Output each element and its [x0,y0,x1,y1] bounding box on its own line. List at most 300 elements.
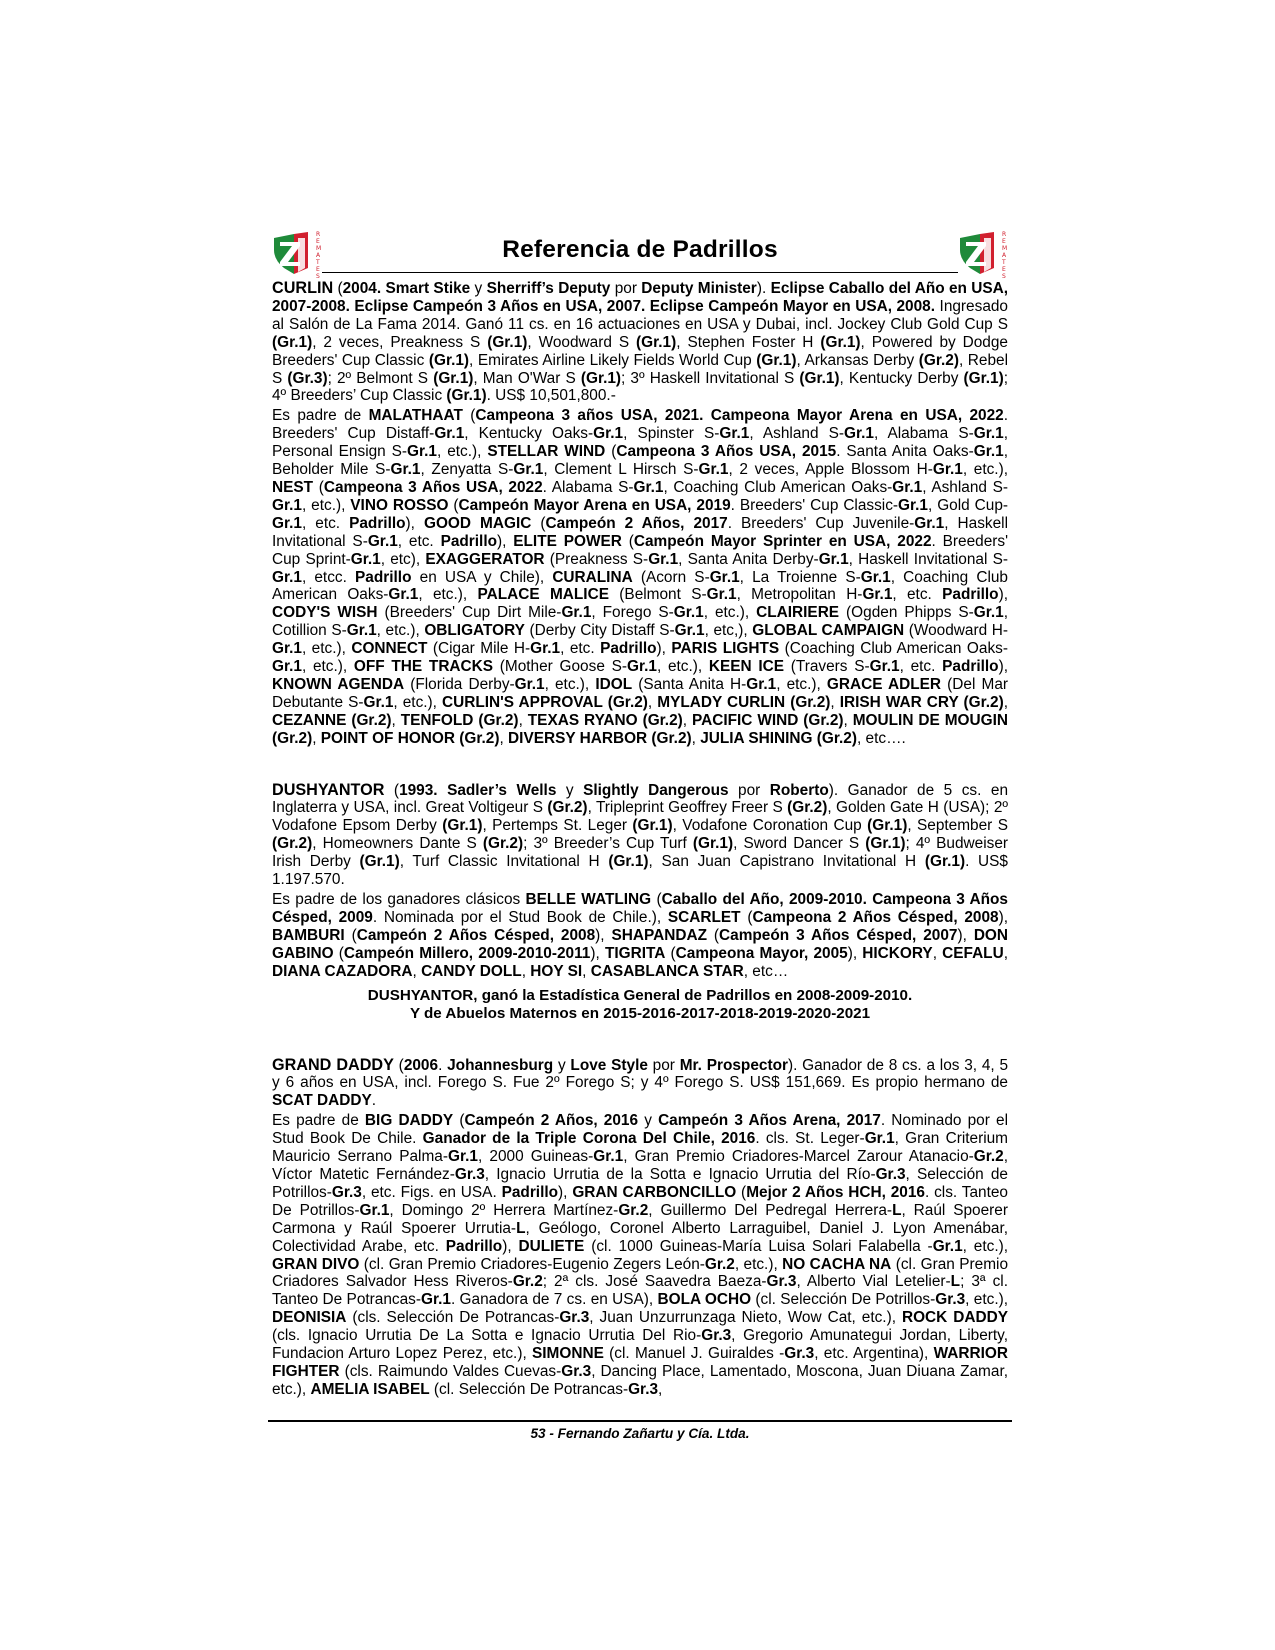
text-run: ). Ganador de 5 cs. en Inglaterra y USA, incl. Great Voltigeur S [272,781,1008,817]
bold-text: EXAGGERATOR [425,550,545,568]
bold-text: Gr.1 [272,658,302,676]
bold-text: Padrillo [440,532,498,550]
bold-text: Campeón Millero, 2009-2010-2011 [343,944,591,962]
bold-text: Campeona 3 Años USA, 2022 [323,478,543,496]
bold-text: NO CACHA NA [782,1255,892,1273]
text-run: , etc…. [856,729,906,747]
bold-text: Slightly Dangerous [583,781,729,799]
text-run: , etc.), [301,658,354,676]
bold-text: (Gr.1) [433,369,474,387]
bold-text: Gr.1 [390,461,421,479]
text-run: ( [344,926,357,944]
svg-text:A: A [1002,252,1007,259]
text-run: (Del Mar Debutante S- [272,675,1009,711]
text-run: . [438,1056,448,1074]
bold-text: Gr.1 [272,496,302,514]
text-run: , Domingo 2º Herrera Martínez- [389,1201,619,1219]
svg-text:S: S [1002,273,1006,280]
text-run: (cl. Selección De Potrancas- [429,1380,629,1398]
text-run: , etc.), [418,586,478,604]
bold-text: VINO ROSSO [350,496,449,514]
page-title: Referencia de Padrillos [502,236,778,263]
stallion-entries [272,280,1008,1399]
page-header [272,228,1008,280]
bold-text: CODY'S WISH [272,604,378,622]
bold-text: (Gr.1) [692,835,734,853]
text-run: , Stephen Foster H [676,333,821,351]
stallion-name: GRAND DADDY [272,1055,394,1074]
text-run: , Haskell Invitational S- [272,514,1008,550]
statistic-line: Y de Abuelos Maternos en 2015-2016-2017-2018-2019-2020-2021 [409,1004,871,1022]
text-run: , etc.), [962,461,1008,479]
bold-text: Sherriff’s Deputy [486,280,611,297]
text-run: , Kentucky Derby [839,369,964,387]
text-run: , etcc. [301,568,356,586]
bold-text: Gr.1 [407,443,437,461]
bold-text: Padrillo [349,514,406,532]
text-run: Es padre de los ganadores clásicos [272,891,526,908]
text-run: , etc.), [703,604,757,622]
text-run: , Turf Classic Invitational H [399,853,609,871]
bold-text: L [950,1273,961,1291]
text-run: , etc.), [301,640,352,658]
bold-text: Gr.1 [698,461,729,479]
text-run: , Sword Dancer S [733,835,866,853]
bold-text: Gr.2 [512,1273,543,1291]
text-run: . [371,1092,377,1110]
bold-text: MOULIN DE MOUGIN (Gr.2) [272,711,1008,747]
text-run: , Pertemps St. Leger [482,817,633,835]
stallion-entry [272,280,1008,748]
text-run: . Alabama S- [542,478,634,496]
text-run: , Gran Criterium Mauricio Serrano Palma- [272,1130,1009,1166]
bold-text: HICKORY [862,944,933,962]
text-run: , La Troienne S- [739,568,861,586]
svg-text:R: R [316,231,321,238]
text-run: , Personal Ensign S- [272,425,1008,461]
text-run: , [830,693,840,711]
text-run: , etc. [892,586,943,604]
bold-text: GRAN DIVO [272,1255,360,1273]
bold-text: TIGRITA [604,944,666,962]
page-footer: 53 - Fernando Zañartu y Cía. Ltda. [530,1426,750,1441]
text-run: , Cotillion S- [272,604,1008,640]
bold-text: Gr.3 [561,1362,592,1380]
bold-text: Padrillo [942,586,999,604]
text-run: , Gold Cup- [928,496,1009,514]
bold-text: Padrillo [445,1237,503,1255]
bold-text: Gr.1 [674,622,705,640]
bold-text: Campeona 2 Años Césped, 2008 [752,908,999,926]
text-run: (cls. Raimundo Valdes Cuevas- [339,1362,562,1380]
text-run: (Travers S- [784,658,870,676]
bold-text: Gr.1 [898,496,928,514]
text-run: (Santa Anita H- [632,675,747,693]
text-run: , etc), [380,550,426,568]
text-run: , [932,944,943,962]
bold-text: Gr.1 [593,1148,624,1166]
statistic-line: DUSHYANTOR, ganó la Estadística General de Padrillos en 2008-2009-2010. [367,986,913,1004]
text-run: (Derby City Distaff S- [524,622,675,640]
text-run: . Santa Anita Oaks- [836,443,974,461]
text-run: , etc,), [704,622,753,640]
text-run: , Gregorio Amunategui Jordan, Liberty, Fundacion Arturo Lopez Perez, etc.), [272,1327,1008,1363]
bold-text: (Gr.1) [756,351,797,369]
bold-text: Gr.1 [434,425,465,443]
text-run: ( [333,944,344,962]
text-run: , Woodward S [527,333,637,351]
bold-text: IRISH WAR CRY (Gr.2) [839,693,1004,711]
bold-text: GOOD MAGIC [423,514,532,532]
bold-text: Gr.1 [864,1130,895,1148]
text-run: (Preakness S- [544,550,649,568]
bold-text: Gr.1 [272,514,302,532]
bold-text: STELLAR WIND [487,443,606,461]
bold-text: Gr.1 [719,425,750,443]
bold-text: (Gr.1) [963,369,1004,387]
bold-text: Campeón Mayor Sprinter en USA, 2022 [633,532,932,550]
bold-text: KEEN ICE [708,658,785,676]
text-run: , Beholder Mile S- [272,443,1008,479]
stallion-name: CURLIN [272,279,334,297]
text-run: , etc.), [965,1291,1008,1309]
bold-text: Gr.1 [892,478,923,496]
text-run: . Nominada por el Stud Book de Chile.), [372,908,668,926]
bold-text: Gr.1 [932,1237,963,1255]
text-run: , Juan Unzurrunzaga Nieto, Wow Cat, etc.), [589,1309,902,1327]
text-run: en USA y Chile), [411,568,553,586]
bold-text: Gr.1 [706,586,737,604]
text-run: , Dancing Place, Lamentado, Moscona, Juan Diuana Zamar, etc.), [272,1362,1008,1398]
text-run: , [647,693,658,711]
text-run: ; 3ª cl. Tanteo De Potrancas- [272,1273,1008,1309]
text-run: ( [462,407,476,425]
text-run: ; 2º Belmont S [327,369,434,387]
text-run: (cl. 1000 Guineas-María Luisa Solari Falabella - [584,1237,933,1255]
bold-text: CANDY DOLL [421,962,522,980]
text-run: , Golden Gate H (USA); 2º Vodafone Epsom Derby [272,799,1008,835]
bold-text: Gr.1 [367,532,398,550]
bold-text: (Gr.1) [446,387,487,405]
text-run: . Nominado por el Stud Book De Chile. [272,1112,1008,1148]
text-run: . US$ 1.197.570. [272,853,1008,889]
text-run: ( [448,496,459,514]
bold-text: Gr.3 [454,1165,485,1183]
bold-text: Johannesburg [447,1056,554,1074]
text-run: , Alabama S- [873,425,974,443]
text-run: , Ashland S- [922,478,1008,496]
text-run: (Coaching Club American Oaks- [779,640,1008,658]
bold-text: (Gr.1) [428,351,470,369]
bold-text: Campeona Mayor, 2005 [675,944,848,962]
text-run: ( [651,891,662,908]
text-run: , etc.), [301,496,351,514]
text-run: , [521,962,531,980]
text-run: , Forego S- [591,604,674,622]
text-run: ; 2ª cls. José Saavedra Baeza- [542,1273,767,1291]
text-run: , 2000 Guineas- [477,1148,594,1166]
text-run: , [412,962,422,980]
text-run: , etc. Argentina), [814,1345,934,1363]
bold-text: Gr.1 [530,640,561,658]
bold-text: Campeona 3 Años USA, 2015 [616,443,837,461]
bold-text: PACIFIC WIND (Gr.2) [691,711,844,729]
bold-text: Gr.3 [628,1380,659,1398]
text-run: ), [998,586,1008,604]
bold-text: (Gr.1) [580,369,622,387]
text-run: Ingresado al Salón de La Fama 2014. Ganó 11 cs. en 16 actuaciones en USA y Dubai, incl. Jockey Club Gold Cup S [272,297,1008,333]
text-run: , Alberto Vial Letelier- [796,1273,951,1291]
offspring-list [272,1112,1008,1399]
bold-text: Gr.1 [420,1291,451,1309]
bold-text: Gr.1 [862,586,893,604]
bold-text: Gr.1 [860,568,891,586]
text-run: , Homeowners Dante S [312,835,483,853]
bold-text: Gr.1 [932,461,963,479]
bold-text: Padrillo [942,658,999,676]
bold-text: Gr.1 [633,478,664,496]
bold-text: SCAT DADDY [272,1092,372,1110]
svg-text:M: M [316,245,322,252]
bold-text: BELLE WATLING [525,891,652,908]
text-run: Es padre de [272,407,369,425]
text-run: (cl. Manuel J. Guiraldes - [603,1345,785,1363]
text-run: . Breeders' Cup Distaff- [272,407,1008,443]
footer-rule [268,1420,1012,1422]
text-run: , etc.), [776,675,827,693]
svg-text:A: A [316,252,321,259]
text-run: ), [847,944,863,962]
text-run: , September S [907,817,1008,835]
bold-text: Gr.1 [350,550,381,568]
text-run: Es padre de [272,1112,365,1130]
bold-text: Deputy Minister [641,280,757,297]
text-run: ). [756,280,771,297]
text-run: . Breeders' Cup Sprint- [272,532,1009,568]
bold-text: POINT OF HONOR (Gr.2) [320,729,500,747]
bold-text: CEFALU [942,944,1004,962]
text-run: por [647,1056,680,1074]
text-run: , [582,962,591,980]
text-run: , etc.), [962,1237,1008,1255]
bold-text: Gr.1 [448,1148,478,1166]
stallion-summary [272,782,1008,889]
bold-text: 2006 [403,1056,439,1074]
section-spacer [272,748,1008,782]
text-run: . Ganadora de 7 cs. en USA), [450,1291,658,1309]
text-run: (Florida Derby- [404,675,515,693]
bold-text: Campeón 3 Años Arena, 2017 [658,1112,881,1130]
bold-text: Mr. Prospector [679,1056,788,1074]
text-run: , San Juan Capistrano Invitational H [648,853,925,871]
text-run: (Belmont S- [608,586,707,604]
bold-text: JULIA SHINING (Gr.2) [700,729,857,747]
bold-text: Gr.1 [973,425,1004,443]
bold-text: Campeón 2 Años, 2017 [545,514,728,532]
svg-text:E: E [316,266,320,273]
text-run: . Breeders' Cup Classic- [730,496,899,514]
bold-text: TEXAS RYANO (Gr.2) [527,711,683,729]
bold-text: Gr.1 [513,461,544,479]
text-run: , Selección de Potrillos- [272,1165,1008,1201]
bold-text: Caballo del Año, 2009-2010. Campeona 3 Años Césped, 2009 [272,891,1008,926]
bold-text: Gr.1 [388,586,419,604]
text-run: . Breeders' Cup Juvenile- [727,514,915,532]
bold-text: (Gr.3) [287,369,328,387]
text-run: , etc.), [734,1255,783,1273]
bold-text: Campeón Mayor Arena en USA, 2019 [458,496,731,514]
svg-text:E: E [1002,266,1006,273]
text-run: (Mother Goose S- [493,658,627,676]
svg-text:M: M [1002,245,1008,252]
text-run: ( [453,1112,465,1130]
bold-text: BOLA OCHO [657,1291,752,1309]
stallion-summary [272,280,1008,405]
bold-text: Gr.1 [359,1201,390,1219]
text-run: , etc. [899,658,943,676]
text-run: (Acorn S- [632,568,710,586]
text-run: , [391,711,401,729]
text-run: , [499,729,509,747]
bold-text: Gr.1 [593,425,624,443]
bold-text: CURLIN'S APPROVAL (Gr.2) [442,693,648,711]
bold-text: (Gr.1) [632,817,673,835]
bold-text: Gr.1 [346,622,377,640]
bold-text: OBLIGATORY [424,622,525,640]
text-run: , Ignacio Urrutia de la Sotta e Ignacio Urrutia del Río- [484,1165,876,1183]
text-run: . cls. St. Leger- [755,1130,865,1148]
text-run: , etc… [743,962,789,980]
bold-text: Gr.1 [709,568,740,586]
text-run: , 2 veces, Apple Blossom H- [728,461,933,479]
text-run: ( [333,280,343,297]
bold-text: (Gr.1) [867,817,908,835]
bold-text: Gr.3 [875,1165,906,1183]
text-run: ; 3º Haskell Invitational S [621,369,800,387]
text-run: , Powered by Dodge Breeders' Cup Classic [272,333,1008,369]
text-run: , [1003,944,1008,962]
bold-text: TENFOLD (Gr.2) [400,711,519,729]
bold-text: Gr.3 [766,1273,797,1291]
page-content [272,228,1008,1399]
text-run: , etc.), [656,658,709,676]
text-run: , Zenyatta S- [420,461,514,479]
text-run: , Arkansas Derby [796,351,919,369]
bold-text: CASABLANCA STAR [590,962,744,980]
text-run: , [682,711,692,729]
bold-text: L [516,1219,526,1237]
text-run: (Breeders' Cup Dirt Mile- [377,604,562,622]
text-run: , 2 veces, Preakness S [312,333,488,351]
text-run: , Coaching Club American Oaks- [663,478,893,496]
bold-text: Gr.1 [914,514,945,532]
text-run: (Woodward H- [904,622,1008,640]
bold-text: L [892,1201,902,1219]
bold-text: Gr.1 [673,604,704,622]
text-run: , Kentucky Oaks- [464,425,594,443]
bold-text: (Gr.2) [482,835,524,853]
text-run: ), [502,1237,519,1255]
bold-text: BIG DADDY [364,1112,454,1130]
bold-text: PARIS LIGHTS [671,640,780,658]
offspring-list [272,407,1008,747]
text-run: , etc. [397,532,441,550]
stallion-entry [272,782,1008,1023]
bold-text: (Gr.2) [547,799,588,817]
text-run: , etc.), [437,443,488,461]
bold-text: (Gr.1) [442,817,483,835]
bold-text: Gr.1 [272,568,302,586]
text-run: , Spinster S- [623,425,720,443]
text-run: (cls. Selección De Potrancas- [346,1309,560,1327]
svg-text:T: T [1002,259,1006,266]
text-run: por [610,280,642,297]
text-run: , [518,711,528,729]
svg-text:S: S [316,273,320,280]
bold-text: GLOBAL CAMPAIGN [752,622,905,640]
bold-text: WARRIOR FIGHTER [272,1345,1008,1380]
text-run: ( [605,443,617,461]
text-run: (cl. Selección De Potrillos- [751,1291,936,1309]
text-run: ; 3º Breeder’s Cup Turf [523,835,693,853]
bold-text: AMELIA ISABEL [310,1380,430,1398]
bold-text: Gr.2 [704,1255,735,1273]
text-run: ), [497,532,514,550]
bold-text: Gr.1 [363,693,394,711]
bold-text: (Gr.1) [608,853,649,871]
stallion-summary [272,1057,1008,1111]
svg-text:E: E [316,238,320,245]
bold-text: DON GABINO [272,926,1009,962]
text-run: ), [595,926,612,944]
bold-text: NEST [272,478,314,496]
bold-text: Gr.3 [784,1345,815,1363]
bold-text: Gr.3 [935,1291,966,1309]
bold-text: (Gr.1) [799,369,840,387]
text-run: , Geólogo, Coronel Alberto Larraguibel, Daniel J. Lyon Amenábar, Colectividad Arabe, etc. [272,1219,1008,1255]
bold-text: BAMBURI [272,926,345,944]
text-run: (cl. Gran Premio Criadores-Eugenio Zegers León- [359,1255,705,1273]
bold-text: GRACE ADLER [826,675,942,693]
bold-text: Gr.3 [701,1327,732,1345]
bold-text: DULIETE [518,1237,585,1255]
bold-text: Gr.1 [627,658,657,676]
text-run: ), [405,514,424,532]
section-spacer [272,1023,1008,1057]
text-run: . cls. Tanteo De Potrillos- [272,1183,1008,1219]
bold-text: (Gr.2) [918,351,959,369]
text-run: por [728,781,770,799]
stallion-name: DUSHYANTOR [272,780,385,799]
zj-remates-logo-left [272,228,322,280]
bold-text: Love Style [570,1056,648,1074]
text-run: , Coaching Club American Oaks- [272,568,1008,604]
bold-text: SCARLET [667,908,741,926]
bold-text: MALATHAAT [368,407,463,425]
bold-text: Roberto [769,781,829,799]
bold-text: (Gr.1) [865,835,906,853]
bold-text: GRAN CARBONCILLO [572,1183,737,1201]
bold-text: 1993. Sadler’s Wells [399,781,557,799]
text-run: , Vodafone Coronation Cup [672,817,868,835]
text-run: , [1003,693,1008,711]
bold-text: DEONISIA [272,1309,347,1327]
bold-text: Gr.1 [648,550,679,568]
bold-text: (Gr.1) [272,333,313,351]
text-run: , etc. Figs. en USA. [361,1183,502,1201]
bold-text: HOY SI [530,962,583,980]
text-run: ), [656,640,672,658]
